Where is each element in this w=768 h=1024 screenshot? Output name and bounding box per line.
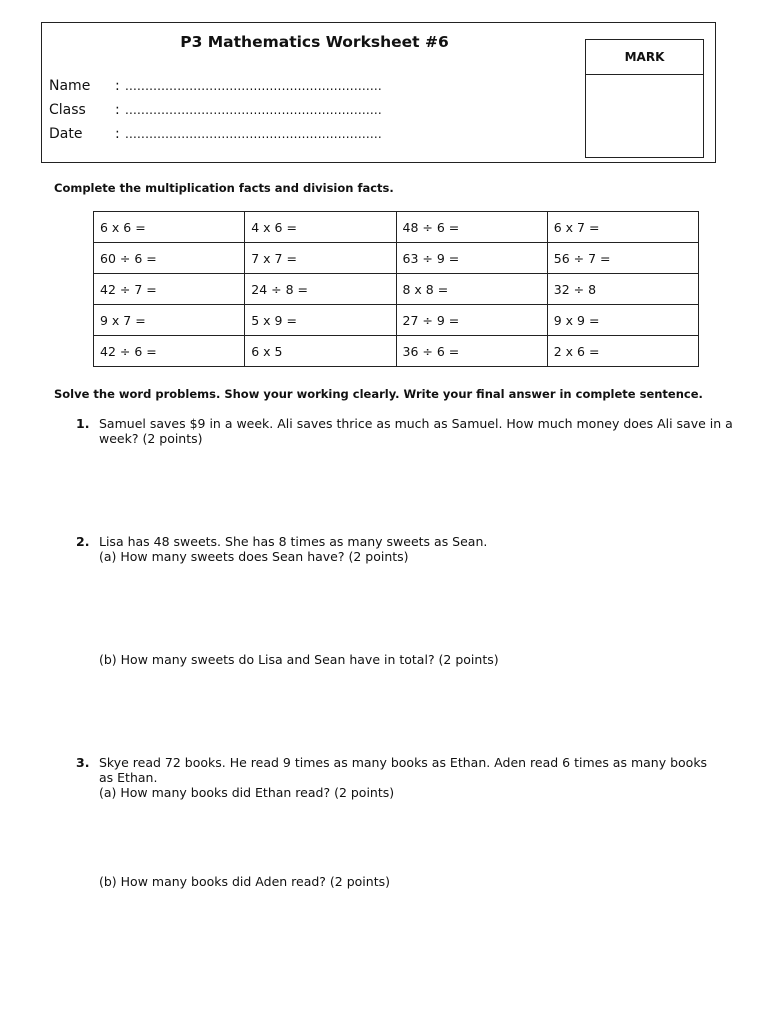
fact-cell: 4 x 6 = [245,212,396,243]
class-field [49,102,382,118]
date-colon: : [115,126,120,142]
problem-text: Lisa has 48 sweets. She has 8 times as many sweets as Sean. [99,534,488,549]
name-field [49,78,382,94]
problem-number: 2. [76,534,90,549]
date-blank: ................................................................ [125,127,382,141]
mark-box [585,39,704,158]
section1-instruction: Complete the multiplication facts and division facts. [54,181,394,195]
problem-number: 3. [76,755,90,770]
name-blank: ................................................................ [125,79,382,93]
facts-row [94,305,699,336]
name-label: Name [49,78,91,94]
fact-cell: 6 x 7 = [547,212,698,243]
fact-cell: 32 ÷ 8 [547,274,698,305]
problem-3 [76,755,741,785]
fact-cell: 42 ÷ 7 = [94,274,245,305]
class-label: Class [49,102,86,118]
date-label: Date [49,126,83,142]
problem-2b: (b) How many sweets do Lisa and Sean have in total? (2 points) [99,652,499,667]
fact-cell: 2 x 6 = [547,336,698,367]
fact-cell: 56 ÷ 7 = [547,243,698,274]
problem-number: 1. [76,416,90,431]
fact-cell: 60 ÷ 6 = [94,243,245,274]
fact-cell: 9 x 7 = [94,305,245,336]
problem-3b: (b) How many books did Aden read? (2 points) [99,874,390,889]
fact-cell: 63 ÷ 9 = [396,243,547,274]
facts-row [94,243,699,274]
class-blank: ................................................................ [125,103,382,117]
fact-cell: 5 x 9 = [245,305,396,336]
fact-cell: 6 x 6 = [94,212,245,243]
fact-cell: 6 x 5 [245,336,396,367]
fact-cell: 8 x 8 = [396,274,547,305]
fact-cell: 36 ÷ 6 = [396,336,547,367]
fact-cell: 7 x 7 = [245,243,396,274]
date-field [49,126,382,142]
facts-row [94,274,699,305]
problem-text: Skye read 72 books. He read 9 times as many books as Ethan. Aden read 6 times as many books as Ethan. [99,755,708,785]
fact-cell: 9 x 9 = [547,305,698,336]
problem-text: Samuel saves $9 in a week. Ali saves thrice as much as Samuel. How much money does Ali save in a week? (2 points) [99,416,733,446]
problem-3a: (a) How many books did Ethan read? (2 points) [99,785,395,800]
fact-cell: 27 ÷ 9 = [396,305,547,336]
name-colon: : [115,78,120,94]
class-colon: : [115,102,120,118]
facts-row [94,212,699,243]
facts-table [93,211,699,367]
fact-cell: 42 ÷ 6 = [94,336,245,367]
section2-instruction: Solve the word problems. Show your working clearly. Write your final answer in complete sentence. [54,387,703,401]
mark-label: MARK [586,40,703,75]
problem-2 [76,534,741,549]
facts-row [94,336,699,367]
problem-2a: (a) How many sweets does Sean have? (2 points) [99,549,409,564]
worksheet-header [41,22,716,163]
fact-cell: 48 ÷ 6 = [396,212,547,243]
problem-1 [76,416,741,446]
fact-cell: 24 ÷ 8 = [245,274,396,305]
worksheet-title: P3 Mathematics Worksheet #6 [180,33,449,51]
